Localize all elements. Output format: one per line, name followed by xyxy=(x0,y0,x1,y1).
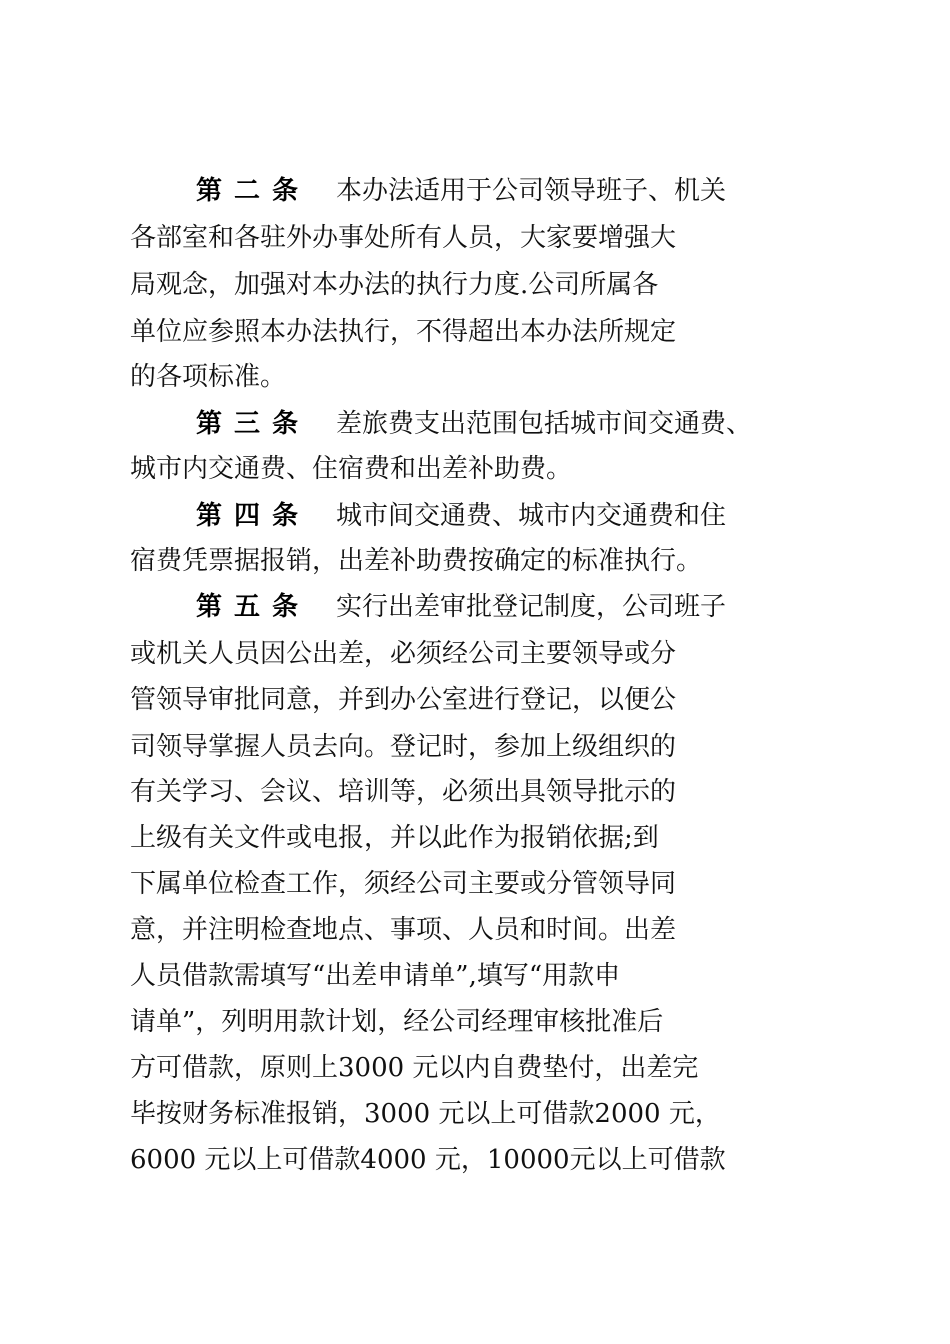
article-2-line-2: 各部室和各驻外办事处所有人员，大家要增强大 xyxy=(130,223,677,253)
article-2-text-1: 本办法适用于公司领导班子、机关 xyxy=(336,176,727,206)
article-4-text-1: 城市间交通费、城市内交通费和住 xyxy=(336,501,727,531)
article-5-line-4: 司领导掌握人员去向。登记时，参加上级组织的 xyxy=(130,732,677,762)
article-3-line-1 xyxy=(196,401,830,447)
article-5-line-9: 人员借款需填写“出差申请单”,填写“用款申 xyxy=(130,961,621,991)
article-5-line-12: 毕按财务标准报销，3000 元以上可借款2000 元， xyxy=(130,1099,721,1129)
article-5-heading: 第五条 xyxy=(196,592,311,622)
article-4-heading: 第四条 xyxy=(196,501,311,531)
article-2-line-3: 局观念，加强对本办法的执行力度.公司所属各 xyxy=(130,270,659,300)
article-3-text-1: 差旅费支出范围包括城市间交通费、 xyxy=(336,409,753,439)
article-3-heading: 第三条 xyxy=(196,409,311,439)
article-5-line-11: 方可借款，原则上3000 元以内自费垫付，出差完 xyxy=(130,1053,699,1083)
article-4-line-1 xyxy=(196,493,830,539)
article-2-line-4: 单位应参照本办法执行，不得超出本办法所规定 xyxy=(130,317,677,347)
article-5-line-1 xyxy=(196,584,830,630)
article-5-line-5: 有关学习、会议、培训等，必须出具领导批示的 xyxy=(130,777,677,807)
article-5-line-13: 6000 元以上可借款4000 元，10000元以上可借款 xyxy=(130,1145,726,1175)
article-5-line-10: 请单”，列明用款计划，经公司经理审核批准后 xyxy=(130,1007,664,1037)
article-5-text-1: 实行出差审批登记制度，公司班子 xyxy=(336,592,727,622)
article-5-line-2: 或机关人员因公出差，必须经公司主要领导或分 xyxy=(130,639,677,669)
article-5-line-8: 意，并注明检查地点、事项、人员和时间。出差 xyxy=(130,915,677,945)
article-3-line-2: 城市内交通费、住宿费和出差补助费。 xyxy=(130,454,573,484)
article-5-line-3: 管领导审批同意，并到办公室进行登记，以便公 xyxy=(130,685,677,715)
article-2-heading: 第二条 xyxy=(196,176,311,206)
article-2-line-1 xyxy=(196,168,830,214)
article-4-line-2: 宿费凭票据报销，出差补助费按确定的标准执行。 xyxy=(130,546,703,576)
article-5-line-6: 上级有关文件或电报，并以此作为报销依据;到 xyxy=(130,823,659,853)
article-5-line-7: 下属单位检查工作，须经公司主要或分管领导同 xyxy=(130,869,677,899)
article-2-line-5: 的各项标准。 xyxy=(130,362,287,392)
